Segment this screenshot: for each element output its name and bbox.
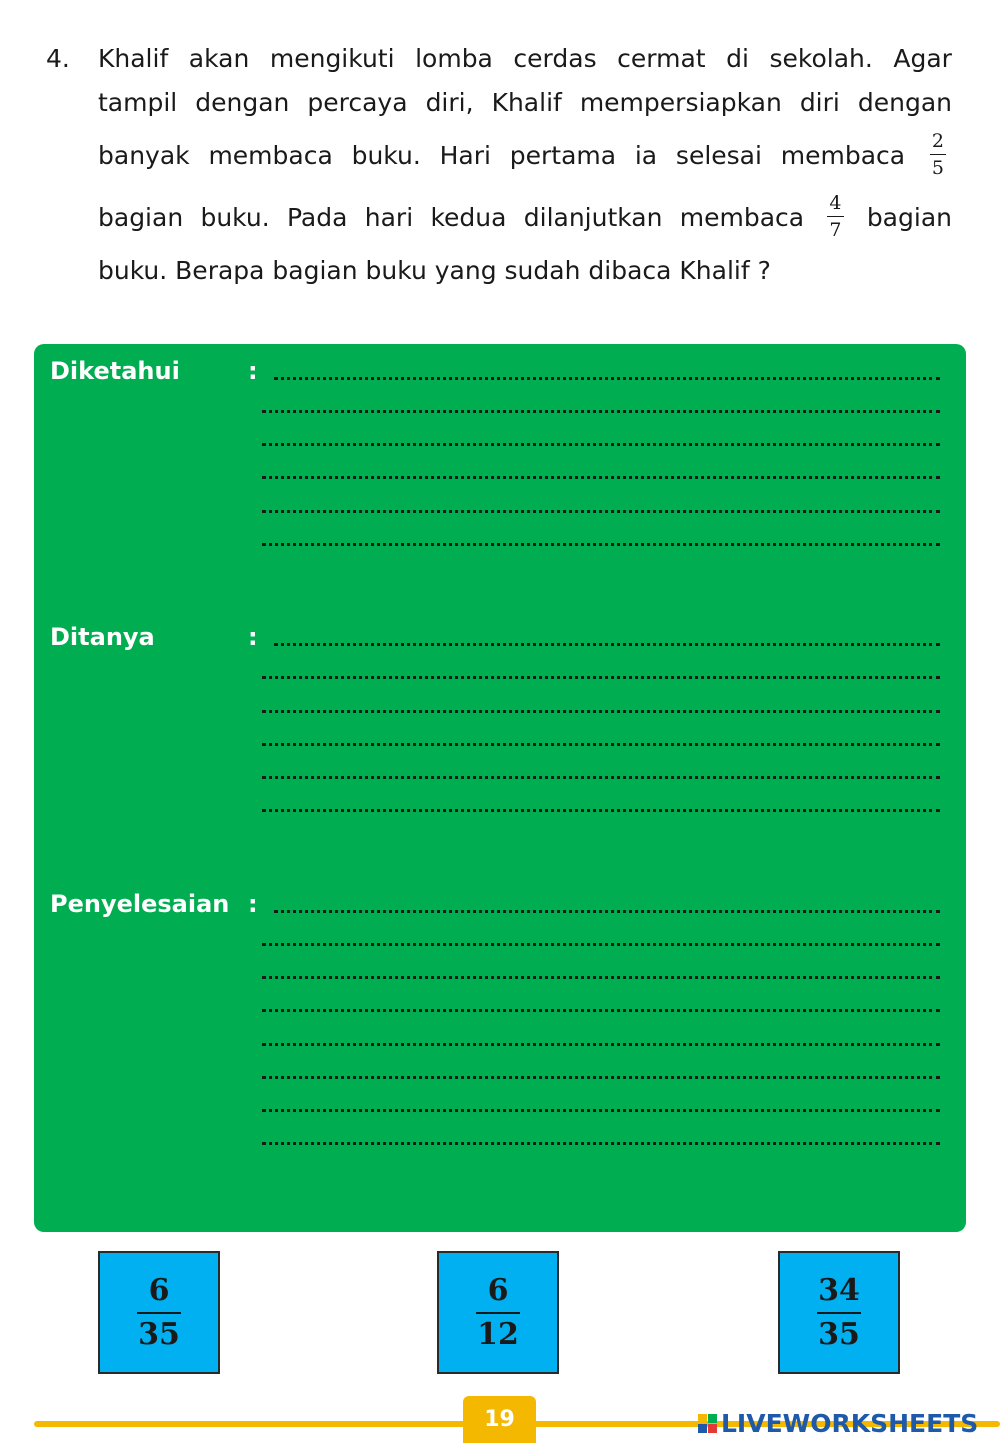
- answer-line-penyelesaian-5[interactable]: [262, 1043, 940, 1046]
- answer-option-1[interactable]: [98, 1251, 220, 1374]
- answer-line-ditanya-5[interactable]: [262, 776, 940, 779]
- section-label-ditanya: Ditanya: [50, 623, 155, 651]
- answer-line-ditanya-6[interactable]: [262, 809, 940, 812]
- page-number-badge: [463, 1396, 536, 1443]
- section-colon: :: [248, 890, 258, 918]
- section-label-penyelesaian: Penyelesaian: [50, 890, 230, 918]
- section-colon: :: [248, 357, 258, 385]
- question-line-3: banyak membaca buku. Hari pertama ia selesai membaca $\frac{2}{5}$: [98, 130, 944, 179]
- answer-line-penyelesaian-2[interactable]: [262, 943, 940, 946]
- liveworksheets-logo-icon: [698, 1414, 717, 1433]
- question-line-1: Khalif akan mengikuti lomba cerdas cermat di sekolah. Agar: [98, 44, 952, 73]
- answer-line-ditanya-4[interactable]: [262, 743, 940, 746]
- answer-line-penyelesaian-1[interactable]: [274, 910, 940, 913]
- answer-line-diketahui-2[interactable]: [262, 410, 940, 413]
- answer-line-diketahui-5[interactable]: [262, 510, 940, 513]
- answer-line-penyelesaian-6[interactable]: [262, 1076, 940, 1079]
- brand-name: LIVEWORKSHEETS: [721, 1408, 979, 1438]
- question-line-5: buku. Berapa bagian buku yang sudah dibaca Khalif ?: [98, 256, 771, 285]
- option-fraction: $\frac{6}{12}$: [477, 1272, 519, 1352]
- fraction-two-fifths: $\frac{2}{5}$: [931, 130, 944, 179]
- page-number: 19: [484, 1407, 515, 1432]
- question-number: 4.: [46, 44, 70, 73]
- answer-line-ditanya-2[interactable]: [262, 676, 940, 679]
- question-line-4: bagian buku. Pada hari kedua dilanjutkan membaca $\frac{4}{7}$ bagian: [98, 192, 952, 241]
- answer-option-3[interactable]: [778, 1251, 900, 1374]
- question-line-2: tampil dengan percaya diri, Khalif mempersiapkan diri dengan: [98, 88, 952, 117]
- answer-line-penyelesaian-8[interactable]: [262, 1142, 940, 1145]
- section-colon: :: [248, 623, 258, 651]
- section-label-diketahui: Diketahui: [50, 357, 180, 385]
- fraction-four-sevenths: $\frac{4}{7}$: [829, 192, 842, 241]
- answer-option-2[interactable]: [437, 1251, 559, 1374]
- option-fraction: $\frac{6}{35}$: [138, 1272, 180, 1352]
- answer-line-ditanya-3[interactable]: [262, 710, 940, 713]
- answer-line-diketahui-6[interactable]: [262, 543, 940, 546]
- answer-line-diketahui-1[interactable]: [274, 377, 940, 380]
- brand-logo: [698, 1406, 978, 1440]
- answer-line-penyelesaian-4[interactable]: [262, 1009, 940, 1012]
- answer-line-diketahui-4[interactable]: [262, 476, 940, 479]
- answer-line-penyelesaian-7[interactable]: [262, 1109, 940, 1112]
- answer-line-ditanya-1[interactable]: [274, 643, 940, 646]
- answer-line-diketahui-3[interactable]: [262, 443, 940, 446]
- answer-line-penyelesaian-3[interactable]: [262, 976, 940, 979]
- option-fraction: $\frac{34}{35}$: [818, 1272, 860, 1352]
- answer-panel: [34, 344, 966, 1232]
